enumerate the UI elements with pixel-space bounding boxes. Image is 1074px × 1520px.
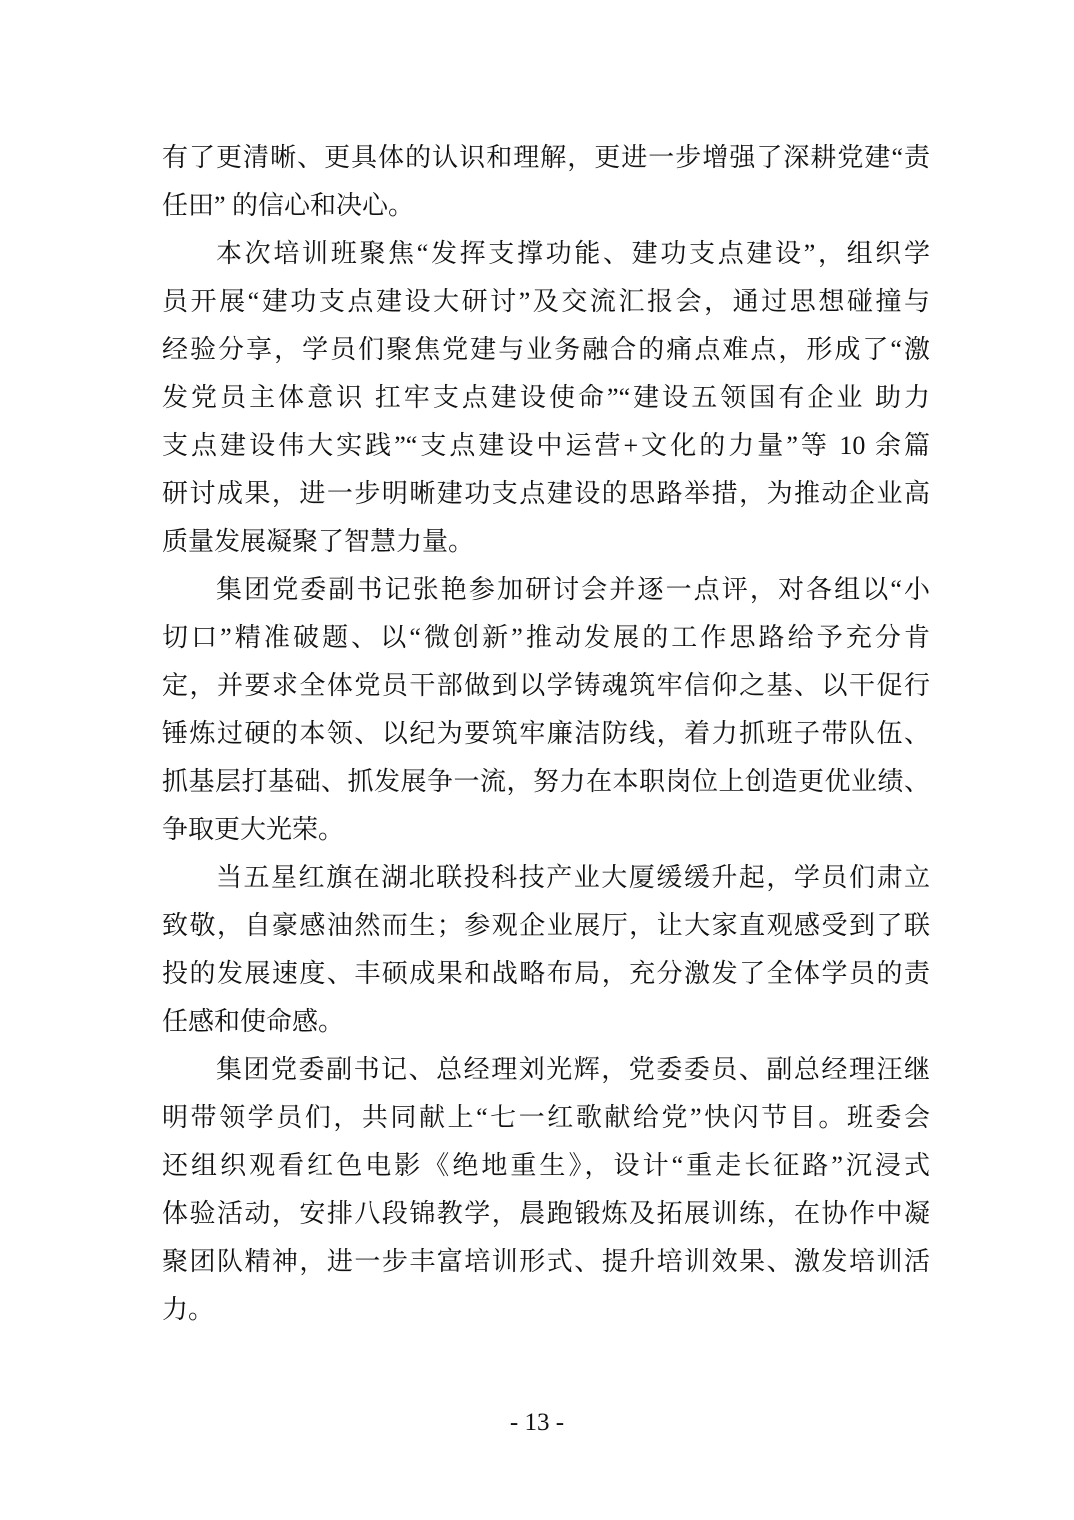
document-line: 投的发展速度、丰硕成果和战略布局，充分激发了全体学员的责 xyxy=(162,959,930,988)
document-line: 当五星红旗在湖北联投科技产业大厦缓缓升起，学员们肃立 xyxy=(216,863,930,892)
document-line: 力。 xyxy=(162,1295,215,1324)
document-line: 本次培训班聚焦“发挥支撑功能、建功支点建设”，组织学 xyxy=(216,239,930,268)
document-line: 争取更大光荣。 xyxy=(162,815,345,844)
document-line: 明带领学员们，共同献上“七一红歌献给党”快闪节目。班委会 xyxy=(162,1103,930,1132)
document-line: 锤炼过硬的本领、以纪为要筑牢廉洁防线，着力抓班子带队伍、 xyxy=(162,719,930,748)
document-line: 任田” 的信心和决心。 xyxy=(162,191,415,220)
document-body xyxy=(162,134,930,1334)
page-number: - 13 - xyxy=(509,1409,565,1436)
document-line: 定，并要求全体党员干部做到以学铸魂筑牢信仰之基、以干促行 xyxy=(162,671,930,700)
document-line: 体验活动，安排八段锦教学，晨跑锻炼及拓展训练，在协作中凝 xyxy=(162,1199,930,1228)
document-line: 切口”精准破题、以“微创新”推动发展的工作思路给予充分肯 xyxy=(162,623,930,652)
document-line: 聚团队精神，进一步丰富培训形式、提升培训效果、激发培训活 xyxy=(162,1247,930,1276)
document-line: 支点建设伟大实践”“支点建设中运营+文化的力量”等 10 余篇 xyxy=(162,431,930,460)
document-line: 集团党委副书记张艳参加研讨会并逐一点评，对各组以“小 xyxy=(216,575,930,604)
document-line: 研讨成果，进一步明晰建功支点建设的思路举措，为推动企业高 xyxy=(162,479,930,508)
document-line: 经验分享，学员们聚焦党建与业务融合的痛点难点，形成了“激 xyxy=(162,335,930,364)
document-line: 发党员主体意识 扛牢支点建设使命”“建设五领国有企业 助力 xyxy=(162,383,930,412)
document-line: 还组织观看红色电影《绝地重生》，设计“重走长征路”沉浸式 xyxy=(162,1151,930,1180)
document-line: 致敬，自豪感油然而生；参观企业展厅，让大家直观感受到了联 xyxy=(162,911,930,940)
document-line: 集团党委副书记、总经理刘光辉，党委委员、副总经理汪继 xyxy=(216,1055,930,1084)
document-line: 任感和使命感。 xyxy=(162,1007,345,1036)
document-line: 质量发展凝聚了智慧力量。 xyxy=(162,527,475,556)
document-line: 抓基层打基础、抓发展争一流，努力在本职岗位上创造更优业绩、 xyxy=(162,767,930,796)
document-line: 员开展“建功支点建设大研讨”及交流汇报会，通过思想碰撞与 xyxy=(162,287,930,316)
document-line: 有了更清晰、更具体的认识和理解，更进一步增强了深耕党建“责 xyxy=(162,143,930,172)
